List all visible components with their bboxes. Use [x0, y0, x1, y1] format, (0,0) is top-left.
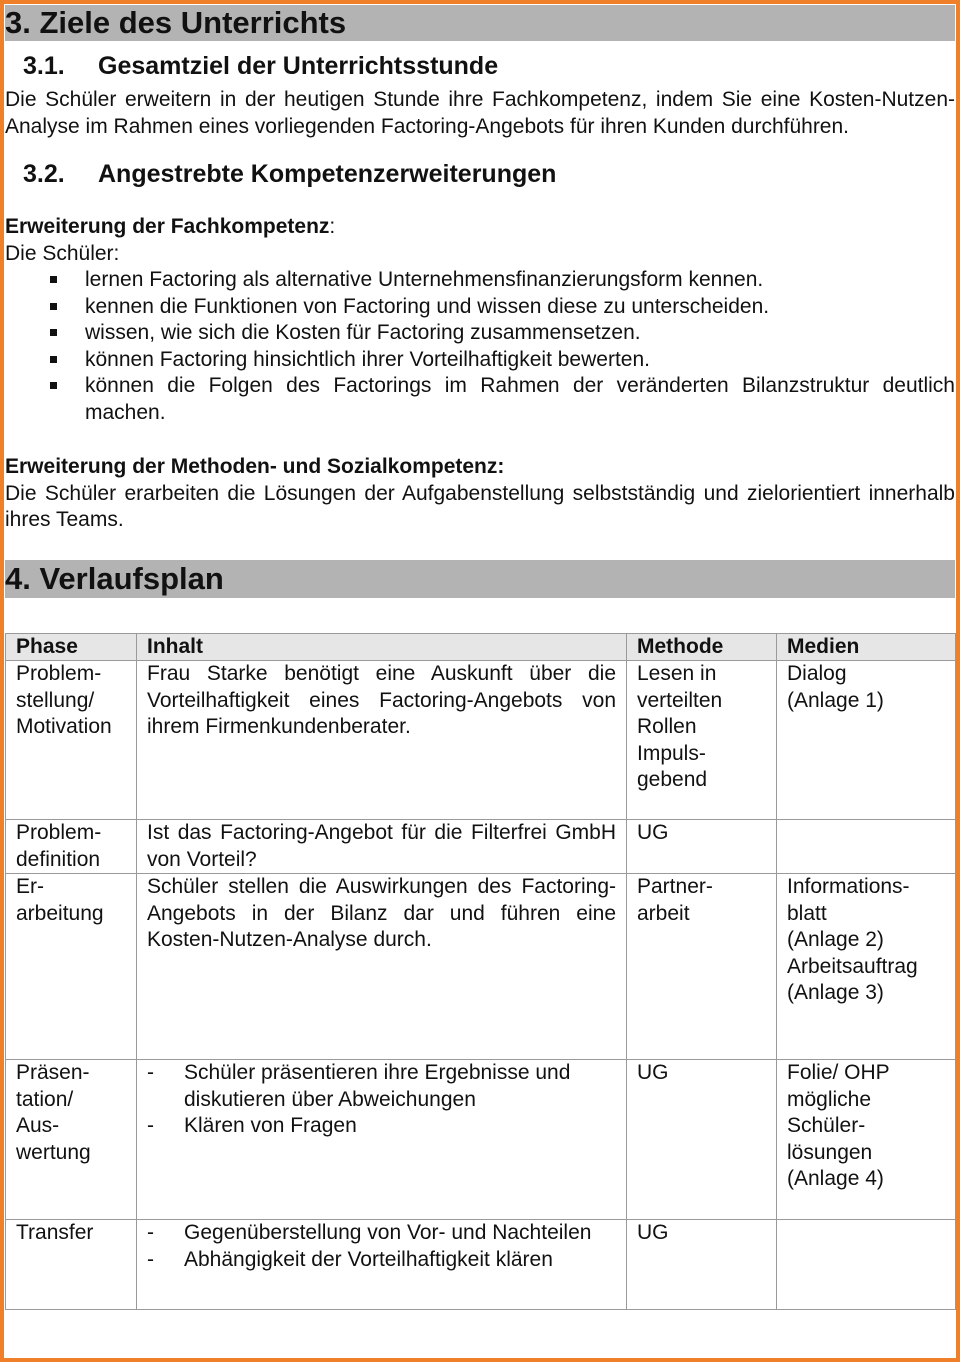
- cell-line: stellung/: [16, 688, 95, 712]
- cell-line: Informations-: [787, 875, 910, 898]
- column-header: Inhalt: [137, 633, 627, 661]
- cell-line: lösungen: [787, 1140, 873, 1164]
- phase-cell: [6, 661, 137, 820]
- cell-line: Problem-: [16, 821, 102, 844]
- dash-item: - Gegenüberstellung von Vor- und Nachteilen: [147, 1220, 616, 1247]
- cell-line: Folie/ OHP: [787, 1061, 890, 1084]
- cell-line: Arbeitsauftrag: [787, 954, 918, 978]
- cell-line: Präsen-: [16, 1061, 90, 1084]
- fachkompetenz-heading: [5, 214, 955, 241]
- subsection-3-1-heading: [5, 51, 955, 81]
- cell-line: blatt: [787, 901, 827, 925]
- phase-cell: [6, 820, 137, 874]
- cell-line: Motivation: [16, 715, 112, 738]
- methode-cell: [627, 1060, 777, 1220]
- cell-line: Dialog: [787, 662, 847, 685]
- cell-line: arbeitung: [16, 901, 104, 925]
- dash-item: - Abhängigkeit der Vorteilhaftigkeit klären: [147, 1247, 616, 1274]
- table-header-row: [6, 633, 956, 661]
- medien-cell: [777, 1220, 956, 1310]
- cell-line: wertung: [16, 1140, 91, 1164]
- dash-item-text: Schüler präsentieren ihre Ergebnisse und diskutieren über Abweichungen: [184, 1061, 571, 1111]
- inhalt-cell: Ist das Factoring-Angebot für die Filterfrei GmbH von Vorteil?: [137, 820, 627, 874]
- dash-item-text: Gegenüberstellung von Vor- und Nachteilen: [184, 1221, 592, 1244]
- subsection-3-2-heading: [5, 159, 955, 189]
- cell-line: (Anlage 3): [787, 981, 884, 1004]
- gesamtziel-text: Die Schüler erweitern in der heutigen Stunde ihre Fachkompetenz, indem Sie eine Kosten-Nutzen-Analyse im Rahmen eines vorliegenden Factoring-Angebots für ihren Kunden durchführen.: [5, 88, 955, 138]
- cell-line: definition: [16, 847, 101, 871]
- cell-line: (Anlage 2): [787, 928, 884, 951]
- cell-line: tation/: [16, 1087, 74, 1111]
- methode-cell: [627, 820, 777, 874]
- section-4-heading: 4. Verlaufsplan: [5, 560, 955, 598]
- section-3-heading: 3. Ziele des Unterrichts: [5, 5, 955, 41]
- verlaufsplan-table: [5, 633, 956, 1311]
- fachkompetenz-label: Erweiterung der Fachkompetenz: [5, 215, 330, 238]
- fachkompetenz-list: [5, 267, 955, 426]
- cell-line: Problem-: [16, 662, 102, 685]
- document-page: [5, 5, 955, 1310]
- subsection-title: Gesamtziel der Unterrichtsstunde: [98, 52, 499, 80]
- medien-cell: [777, 1060, 956, 1220]
- inhalt-cell: [137, 1060, 627, 1220]
- cell-line: Transfer: [16, 1221, 94, 1244]
- cell-line: Partner-: [637, 875, 713, 898]
- subsection-number: 3.1.: [23, 52, 65, 80]
- column-header: Methode: [627, 633, 777, 661]
- methode-cell: [627, 1220, 777, 1310]
- fachkompetenz-colon: :: [329, 215, 336, 238]
- table-row: [6, 1220, 956, 1310]
- cell-line: (Anlage 1): [787, 688, 884, 712]
- column-header: Medien: [777, 633, 956, 661]
- methode-cell: [627, 661, 777, 820]
- phase-cell: [6, 874, 137, 1060]
- cell-line: Lesen in: [637, 662, 717, 685]
- subsection-title: Angestrebte Kompetenzerweiterungen: [98, 160, 557, 188]
- medien-cell: [777, 820, 956, 874]
- dash-item-text: Abhängigkeit der Vorteilhaftigkeit klären: [184, 1247, 553, 1271]
- cell-line: Aus-: [16, 1114, 60, 1137]
- table-row: [6, 874, 956, 1060]
- cell-line: Rollen: [637, 715, 697, 738]
- subsection-number: 3.2.: [23, 160, 65, 188]
- list-item: lernen Factoring als alternative Unternehmensfinanzierungsform kennen.: [5, 267, 955, 294]
- medien-cell: [777, 661, 956, 820]
- inhalt-cell: Schüler stellen die Auswirkungen des Factoring-Angebots in der Bilanz dar und führen eine Kosten-Nutzen-Analyse durch.: [137, 874, 627, 1060]
- medien-cell: [777, 874, 956, 1060]
- dash-item: - Schüler präsentieren ihre Ergebnisse und diskutieren über Abweichungen: [147, 1060, 616, 1113]
- inhalt-cell: Frau Starke benötigt eine Auskunft über die Vorteilhaftigkeit eines Factoring-Angebots von ihrem Firmenkundenberater.: [137, 661, 627, 820]
- list-item: kennen die Funktionen von Factoring und wissen diese zu unterscheiden.: [5, 294, 955, 321]
- fachkompetenz-intro: Die Schüler:: [5, 241, 120, 265]
- cell-line: UG: [637, 1061, 669, 1084]
- table-row: [6, 1060, 956, 1220]
- list-item: können Factoring hinsichtlich ihrer Vorteilhaftigkeit bewerten.: [5, 347, 955, 374]
- dash-item-text: Klären von Fragen: [184, 1114, 357, 1137]
- cell-line: Impuls-: [637, 741, 706, 765]
- cell-line: verteilten: [637, 688, 723, 712]
- phase-cell: [6, 1220, 137, 1310]
- methodenkompetenz-text: Die Schüler erarbeiten die Lösungen der Aufgabenstellung selbstständig und zielorientiert innerhalb ihres Teams.: [5, 481, 955, 531]
- cell-line: UG: [637, 821, 669, 844]
- phase-cell: [6, 1060, 137, 1220]
- cell-line: Er-: [16, 875, 44, 898]
- list-item: wissen, wie sich die Kosten für Factoring zusammensetzen.: [5, 320, 955, 347]
- dash-item: - Klären von Fragen: [147, 1113, 616, 1140]
- inhalt-cell: [137, 1220, 627, 1310]
- list-item: können die Folgen des Factorings im Rahmen der veränderten Bilanzstruktur deutlich machen.: [5, 373, 955, 426]
- cell-line: arbeit: [637, 901, 690, 925]
- table-row: [6, 661, 956, 820]
- cell-line: UG: [637, 1221, 669, 1244]
- cell-line: gebend: [637, 768, 708, 791]
- cell-line: (Anlage 4): [787, 1167, 884, 1190]
- cell-line: mögliche: [787, 1087, 872, 1111]
- cell-line: Schüler-: [787, 1114, 866, 1137]
- column-header: Phase: [6, 633, 137, 661]
- methode-cell: [627, 874, 777, 1060]
- methodenkompetenz-heading: Erweiterung der Methoden- und Sozialkompetenz:: [5, 455, 505, 478]
- table-row: [6, 820, 956, 874]
